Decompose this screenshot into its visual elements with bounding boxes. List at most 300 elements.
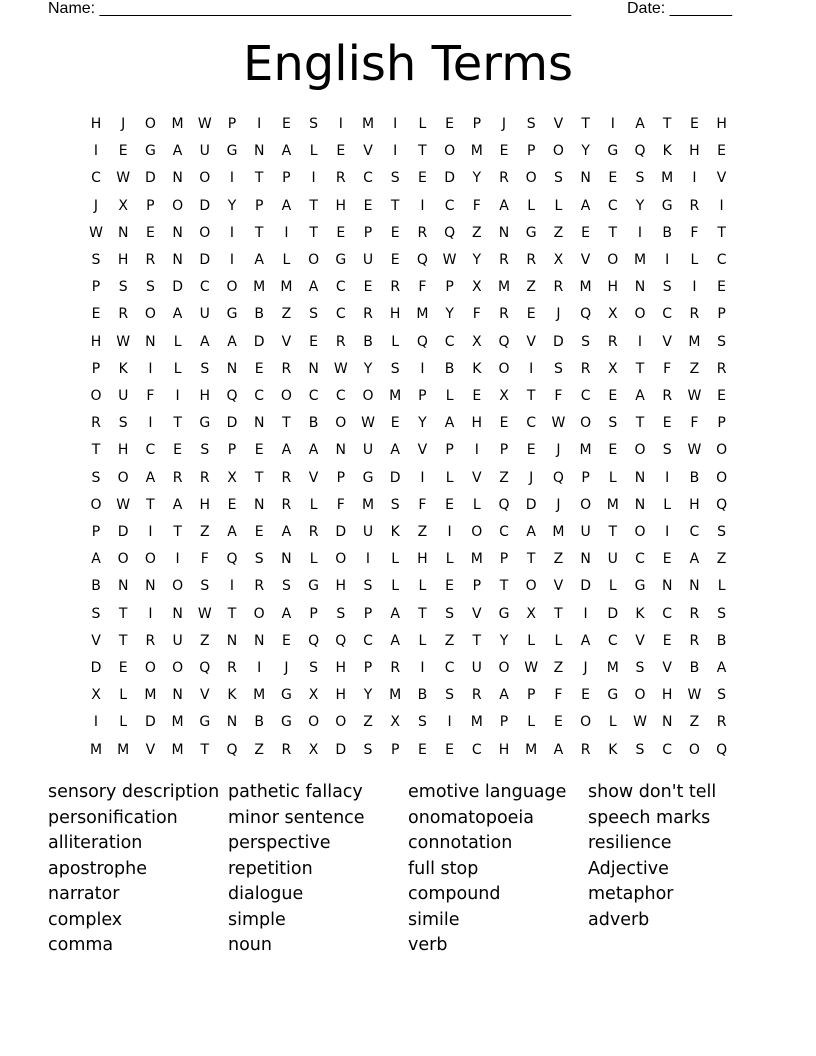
grid-letter[interactable]: W <box>551 415 566 432</box>
grid-letter[interactable]: W <box>687 687 702 704</box>
grid-letter[interactable]: I <box>420 660 425 676</box>
grid-letter[interactable]: A <box>227 333 237 350</box>
grid-letter[interactable]: N <box>634 496 646 513</box>
grid-letter[interactable]: O <box>308 252 320 268</box>
grid-letter[interactable]: D <box>525 496 537 513</box>
grid-letter[interactable]: C <box>662 605 673 622</box>
grid-letter[interactable]: O <box>634 442 646 459</box>
grid-letter[interactable]: O <box>144 306 156 323</box>
grid-letter[interactable]: E <box>499 143 509 160</box>
grid-letter[interactable]: G <box>199 415 211 432</box>
grid-letter[interactable]: I <box>692 279 697 296</box>
grid-letter[interactable]: U <box>362 524 374 540</box>
grid-letter[interactable]: S <box>417 714 427 731</box>
grid-letter[interactable]: E <box>336 143 346 160</box>
grid-letter[interactable]: U <box>118 388 129 404</box>
grid-letter[interactable]: Z <box>363 714 373 731</box>
grid-letter[interactable]: L <box>119 714 128 731</box>
grid-letter[interactable]: T <box>418 605 427 622</box>
grid-letter[interactable]: S <box>553 360 563 377</box>
grid-letter[interactable]: Q <box>416 333 428 350</box>
grid-letter[interactable]: Y <box>635 197 645 214</box>
grid-letter[interactable]: R <box>118 306 129 323</box>
grid-letter[interactable]: T <box>254 170 264 187</box>
grid-letter[interactable]: O <box>362 388 374 404</box>
grid-letter[interactable]: B <box>308 415 319 432</box>
grid-letter[interactable]: A <box>689 551 700 568</box>
grid-letter[interactable]: T <box>254 469 264 486</box>
grid-letter[interactable]: O <box>444 143 456 160</box>
grid-letter[interactable]: R <box>363 306 373 323</box>
grid-letter[interactable]: G <box>308 578 320 595</box>
grid-letter[interactable]: E <box>581 224 591 241</box>
grid-letter[interactable]: W <box>197 116 212 132</box>
grid-letter[interactable]: P <box>717 306 726 323</box>
grid-letter[interactable]: F <box>472 306 481 323</box>
grid-letter[interactable]: O <box>471 524 483 540</box>
grid-letter[interactable]: R <box>390 660 401 676</box>
grid-letter[interactable]: K <box>635 605 645 622</box>
grid-letter[interactable]: O <box>172 660 184 676</box>
grid-letter[interactable]: O <box>335 551 347 568</box>
grid-letter[interactable]: G <box>226 143 238 160</box>
grid-letter[interactable]: R <box>716 360 727 377</box>
grid-letter[interactable]: F <box>418 496 427 513</box>
grid-letter[interactable]: B <box>716 632 727 649</box>
grid-letter[interactable]: D <box>145 714 156 731</box>
grid-letter[interactable]: N <box>580 551 591 568</box>
grid-letter[interactable]: N <box>117 224 129 241</box>
grid-letter[interactable]: C <box>499 524 509 540</box>
grid-letter[interactable]: Q <box>226 388 238 404</box>
grid-letter[interactable]: D <box>607 605 619 622</box>
grid-letter[interactable]: Q <box>416 252 428 268</box>
grid-letter[interactable]: H <box>661 687 673 704</box>
grid-letter[interactable]: C <box>526 415 537 432</box>
grid-letter[interactable]: H <box>117 442 129 459</box>
grid-letter[interactable]: T <box>146 496 155 513</box>
grid-letter[interactable]: A <box>526 524 536 540</box>
grid-letter[interactable]: I <box>420 197 425 214</box>
grid-letter[interactable]: I <box>474 442 479 459</box>
grid-letter[interactable]: R <box>499 306 509 323</box>
grid-letter[interactable]: O <box>253 605 265 622</box>
grid-letter[interactable]: P <box>445 279 454 296</box>
grid-letter[interactable]: X <box>472 279 482 296</box>
grid-letter[interactable]: N <box>253 632 265 649</box>
grid-letter[interactable]: Z <box>444 632 455 649</box>
grid-letter[interactable]: S <box>118 279 128 296</box>
grid-letter[interactable]: E <box>363 279 373 296</box>
grid-letter[interactable]: I <box>175 388 180 404</box>
grid-letter[interactable]: P <box>445 442 454 459</box>
grid-letter[interactable]: L <box>472 496 481 513</box>
grid-letter[interactable]: W <box>361 415 375 432</box>
grid-letter[interactable]: T <box>418 143 427 160</box>
grid-letter[interactable]: R <box>689 306 700 323</box>
grid-letter[interactable]: H <box>335 197 347 214</box>
grid-letter[interactable]: L <box>391 551 400 568</box>
grid-letter[interactable]: P <box>91 360 101 377</box>
grid-letter[interactable]: Q <box>444 224 456 241</box>
grid-letter[interactable]: T <box>499 578 509 595</box>
grid-letter[interactable]: F <box>554 687 563 704</box>
grid-letter[interactable]: S <box>390 360 400 377</box>
grid-letter[interactable]: O <box>552 143 564 160</box>
grid-letter[interactable]: I <box>229 170 235 187</box>
grid-letter[interactable]: J <box>556 442 561 459</box>
grid-letter[interactable]: A <box>227 524 237 540</box>
grid-letter[interactable]: S <box>363 578 373 595</box>
grid-letter[interactable]: V <box>363 143 373 160</box>
grid-letter[interactable]: O <box>634 524 646 540</box>
grid-letter[interactable]: M <box>416 306 429 323</box>
grid-letter[interactable]: M <box>253 279 266 296</box>
grid-letter[interactable]: P <box>282 170 291 187</box>
grid-letter[interactable]: O <box>172 197 184 214</box>
grid-letter[interactable]: C <box>444 333 455 350</box>
grid-letter[interactable]: N <box>172 224 183 241</box>
grid-letter[interactable]: S <box>390 496 400 513</box>
grid-letter[interactable]: D <box>226 415 238 432</box>
grid-letter[interactable]: X <box>118 197 128 214</box>
grid-letter[interactable]: V <box>716 170 727 187</box>
grid-letter[interactable]: B <box>689 660 700 676</box>
grid-letter[interactable]: Z <box>553 224 564 241</box>
grid-letter[interactable]: P <box>309 605 318 622</box>
grid-letter[interactable]: O <box>144 551 156 568</box>
grid-letter[interactable]: T <box>118 605 128 622</box>
grid-letter[interactable]: N <box>172 687 183 704</box>
grid-letter[interactable]: J <box>556 306 561 323</box>
grid-letter[interactable]: A <box>635 388 645 404</box>
grid-letter[interactable]: I <box>257 660 262 676</box>
grid-letter[interactable]: Y <box>445 306 454 323</box>
grid-letter[interactable]: K <box>118 360 128 377</box>
grid-letter[interactable]: P <box>472 116 482 132</box>
grid-letter[interactable]: E <box>717 388 727 404</box>
grid-letter[interactable]: S <box>662 442 672 459</box>
grid-letter[interactable]: R <box>417 224 428 241</box>
grid-letter[interactable]: C <box>444 197 455 214</box>
grid-letter[interactable]: R <box>499 170 509 187</box>
grid-letter[interactable]: M <box>661 170 674 187</box>
grid-letter[interactable]: E <box>254 360 264 377</box>
grid-letter[interactable]: N <box>172 170 183 187</box>
grid-letter[interactable]: O <box>498 660 510 676</box>
grid-letter[interactable]: U <box>199 143 210 160</box>
grid-letter[interactable]: I <box>719 197 724 214</box>
grid-letter[interactable]: N <box>145 578 156 595</box>
grid-letter[interactable]: O <box>634 687 646 704</box>
grid-letter[interactable]: U <box>362 252 374 268</box>
grid-letter[interactable]: Q <box>308 632 320 649</box>
grid-letter[interactable]: N <box>634 469 646 486</box>
grid-letter[interactable]: O <box>716 469 728 486</box>
grid-letter[interactable]: N <box>308 360 319 377</box>
grid-letter[interactable]: C <box>607 632 618 649</box>
grid-letter[interactable]: N <box>226 360 238 377</box>
grid-letter[interactable]: H <box>90 333 102 350</box>
grid-letter[interactable]: I <box>365 551 371 568</box>
grid-letter[interactable]: C <box>254 388 265 404</box>
grid-letter[interactable]: C <box>662 741 673 758</box>
grid-letter[interactable]: G <box>280 687 292 704</box>
grid-letter[interactable]: L <box>309 143 318 160</box>
grid-letter[interactable]: C <box>199 279 210 296</box>
grid-letter[interactable]: W <box>633 714 647 731</box>
grid-letter[interactable]: L <box>445 469 454 486</box>
grid-letter[interactable]: D <box>335 741 347 758</box>
grid-letter[interactable]: V <box>635 632 645 649</box>
grid-letter[interactable]: K <box>227 687 237 704</box>
grid-letter[interactable]: S <box>635 741 645 758</box>
grid-letter[interactable]: J <box>556 496 561 513</box>
grid-letter[interactable]: D <box>172 279 183 296</box>
grid-letter[interactable]: A <box>145 469 156 486</box>
grid-letter[interactable]: G <box>199 714 211 731</box>
grid-letter[interactable]: V <box>472 605 482 622</box>
grid-letter[interactable]: L <box>445 551 454 568</box>
grid-letter[interactable]: H <box>335 660 347 676</box>
grid-letter[interactable]: H <box>117 252 129 268</box>
grid-letter[interactable]: I <box>393 143 398 160</box>
grid-letter[interactable]: Y <box>227 197 237 214</box>
grid-letter[interactable]: D <box>145 170 156 187</box>
grid-letter[interactable]: T <box>254 224 264 241</box>
grid-letter[interactable]: D <box>335 524 347 540</box>
grid-letter[interactable]: N <box>253 496 265 513</box>
grid-letter[interactable]: A <box>308 279 319 296</box>
grid-letter[interactable]: E <box>363 197 373 214</box>
grid-letter[interactable]: D <box>444 170 455 187</box>
grid-letter[interactable]: O <box>335 415 347 432</box>
grid-letter[interactable]: P <box>91 524 101 540</box>
grid-letter[interactable]: P <box>146 197 155 214</box>
grid-letter[interactable]: C <box>308 388 319 404</box>
grid-letter[interactable]: M <box>525 741 538 758</box>
grid-letter[interactable]: W <box>116 170 131 187</box>
grid-letter[interactable]: T <box>608 224 618 241</box>
grid-letter[interactable]: S <box>309 116 319 132</box>
grid-letter[interactable]: G <box>144 143 156 160</box>
grid-letter[interactable]: M <box>633 252 647 268</box>
grid-letter[interactable]: I <box>93 714 99 731</box>
grid-letter[interactable]: M <box>579 442 592 459</box>
grid-letter[interactable]: S <box>309 306 319 323</box>
grid-letter[interactable]: I <box>229 224 235 241</box>
grid-letter[interactable]: A <box>281 197 292 214</box>
grid-letter[interactable]: T <box>200 741 210 758</box>
grid-letter[interactable]: R <box>607 333 618 350</box>
grid-letter[interactable]: C <box>335 279 346 296</box>
grid-letter[interactable]: I <box>175 551 180 568</box>
grid-letter[interactable]: W <box>116 496 131 513</box>
grid-letter[interactable]: T <box>282 415 291 432</box>
grid-letter[interactable]: U <box>362 442 374 459</box>
grid-letter[interactable]: U <box>580 524 591 540</box>
grid-letter[interactable]: L <box>445 388 454 404</box>
grid-letter[interactable]: I <box>93 143 99 160</box>
grid-letter[interactable]: H <box>417 551 428 568</box>
grid-letter[interactable]: Q <box>498 333 510 350</box>
grid-letter[interactable]: Y <box>363 360 373 377</box>
grid-letter[interactable]: E <box>662 551 672 568</box>
grid-letter[interactable]: H <box>335 578 347 595</box>
grid-letter[interactable]: Z <box>254 741 264 758</box>
grid-letter[interactable]: V <box>281 333 292 350</box>
grid-letter[interactable]: T <box>472 632 482 649</box>
grid-letter[interactable]: I <box>229 252 235 268</box>
grid-letter[interactable]: P <box>363 660 373 676</box>
grid-letter[interactable]: R <box>91 415 101 432</box>
grid-letter[interactable]: L <box>608 469 617 486</box>
grid-letter[interactable]: F <box>418 279 427 296</box>
grid-letter[interactable]: T <box>173 524 182 540</box>
grid-letter[interactable]: Q <box>580 306 592 323</box>
grid-letter[interactable]: V <box>662 333 672 350</box>
grid-letter[interactable]: K <box>608 741 618 758</box>
grid-letter[interactable]: A <box>254 252 264 268</box>
grid-letter[interactable]: D <box>253 333 265 350</box>
grid-letter[interactable]: P <box>499 551 509 568</box>
grid-letter[interactable]: S <box>281 578 291 595</box>
grid-letter[interactable]: A <box>281 524 292 540</box>
grid-letter[interactable]: A <box>580 632 591 649</box>
grid-letter[interactable]: B <box>662 224 672 241</box>
grid-letter[interactable]: S <box>662 279 672 296</box>
grid-letter[interactable]: W <box>687 388 702 404</box>
grid-letter[interactable]: A <box>281 605 292 622</box>
grid-letter[interactable]: C <box>580 388 591 404</box>
grid-letter[interactable]: E <box>336 224 346 241</box>
grid-letter[interactable]: R <box>254 578 265 595</box>
grid-letter[interactable]: X <box>608 360 618 377</box>
grid-letter[interactable]: C <box>662 306 673 323</box>
grid-letter[interactable]: R <box>553 279 564 296</box>
grid-letter[interactable]: I <box>665 252 670 268</box>
grid-letter[interactable]: M <box>579 279 592 296</box>
grid-letter[interactable]: D <box>580 578 591 595</box>
grid-letter[interactable]: D <box>199 252 211 268</box>
grid-letter[interactable]: T <box>526 551 536 568</box>
grid-letter[interactable]: R <box>499 252 509 268</box>
grid-letter[interactable]: N <box>145 333 156 350</box>
grid-letter[interactable]: A <box>580 197 591 214</box>
grid-letter[interactable]: S <box>254 551 264 568</box>
grid-letter[interactable]: Q <box>634 143 646 160</box>
grid-letter[interactable]: C <box>363 632 373 649</box>
grid-letter[interactable]: O <box>280 388 292 404</box>
grid-letter[interactable]: K <box>390 524 400 540</box>
grid-letter[interactable]: N <box>281 551 292 568</box>
grid-letter[interactable]: R <box>662 388 673 404</box>
grid-letter[interactable]: M <box>470 714 483 731</box>
grid-letter[interactable]: H <box>389 306 401 323</box>
grid-letter[interactable]: V <box>145 741 156 758</box>
grid-letter[interactable]: T <box>554 605 563 622</box>
grid-letter[interactable]: O <box>90 496 102 513</box>
grid-letter[interactable]: W <box>333 360 348 377</box>
grid-letter[interactable]: O <box>634 306 646 323</box>
grid-letter[interactable]: K <box>472 360 482 377</box>
grid-letter[interactable]: O <box>580 714 592 731</box>
grid-letter[interactable]: N <box>172 605 183 622</box>
grid-letter[interactable]: T <box>227 605 237 622</box>
grid-letter[interactable]: Q <box>199 660 211 676</box>
grid-letter[interactable]: L <box>554 197 563 214</box>
grid-letter[interactable]: M <box>361 116 375 132</box>
grid-letter[interactable]: X <box>499 388 509 404</box>
grid-letter[interactable]: Z <box>553 551 564 568</box>
grid-letter[interactable]: M <box>470 551 483 568</box>
grid-letter[interactable]: P <box>336 469 346 486</box>
grid-letter[interactable]: A <box>281 143 292 160</box>
grid-letter[interactable]: Z <box>689 360 700 377</box>
grid-letter[interactable]: Z <box>200 632 210 649</box>
grid-letter[interactable]: M <box>361 496 375 513</box>
grid-letter[interactable]: Q <box>498 496 510 513</box>
grid-letter[interactable]: N <box>117 578 129 595</box>
grid-letter[interactable]: G <box>226 306 238 323</box>
grid-letter[interactable]: T <box>717 224 726 241</box>
grid-letter[interactable]: C <box>716 252 727 268</box>
grid-letter[interactable]: N <box>335 442 347 459</box>
grid-letter[interactable]: Z <box>417 524 428 540</box>
grid-letter[interactable]: Q <box>552 469 564 486</box>
grid-letter[interactable]: B <box>444 360 455 377</box>
grid-letter[interactable]: Q <box>335 632 347 649</box>
grid-letter[interactable]: N <box>253 415 265 432</box>
grid-letter[interactable]: I <box>257 116 262 132</box>
grid-letter[interactable]: S <box>200 578 210 595</box>
grid-letter[interactable]: E <box>526 306 536 323</box>
grid-letter[interactable]: T <box>390 197 400 214</box>
grid-letter[interactable]: S <box>717 333 727 350</box>
grid-letter[interactable]: X <box>608 306 618 323</box>
grid-letter[interactable]: I <box>637 333 643 350</box>
grid-letter[interactable]: E <box>472 388 482 404</box>
grid-letter[interactable]: N <box>226 632 238 649</box>
grid-letter[interactable]: D <box>90 660 102 676</box>
grid-letter[interactable]: I <box>393 116 398 132</box>
grid-letter[interactable]: P <box>472 578 482 595</box>
grid-letter[interactable]: W <box>524 660 539 676</box>
grid-letter[interactable]: N <box>580 170 591 187</box>
grid-letter[interactable]: I <box>284 224 289 241</box>
grid-letter[interactable]: R <box>172 469 183 486</box>
grid-letter[interactable]: N <box>661 714 673 731</box>
grid-letter[interactable]: M <box>144 687 157 704</box>
grid-letter[interactable]: H <box>335 687 347 704</box>
grid-letter[interactable]: E <box>608 442 618 459</box>
grid-letter[interactable]: L <box>608 714 617 731</box>
grid-letter[interactable]: E <box>689 116 699 132</box>
grid-letter[interactable]: F <box>146 388 155 404</box>
grid-letter[interactable]: A <box>499 687 509 704</box>
grid-letter[interactable]: D <box>389 469 401 486</box>
grid-letter[interactable]: C <box>335 388 346 404</box>
name-field[interactable]: Name: _____________________________________________________ <box>48 0 572 17</box>
grid-letter[interactable]: N <box>661 578 673 595</box>
grid-letter[interactable]: S <box>309 660 319 676</box>
grid-letter[interactable]: E <box>254 442 264 459</box>
grid-letter[interactable]: O <box>580 496 592 513</box>
grid-letter[interactable]: E <box>445 578 455 595</box>
grid-letter[interactable]: S <box>363 741 373 758</box>
grid-letter[interactable]: F <box>472 197 481 214</box>
grid-letter[interactable]: W <box>116 333 131 350</box>
